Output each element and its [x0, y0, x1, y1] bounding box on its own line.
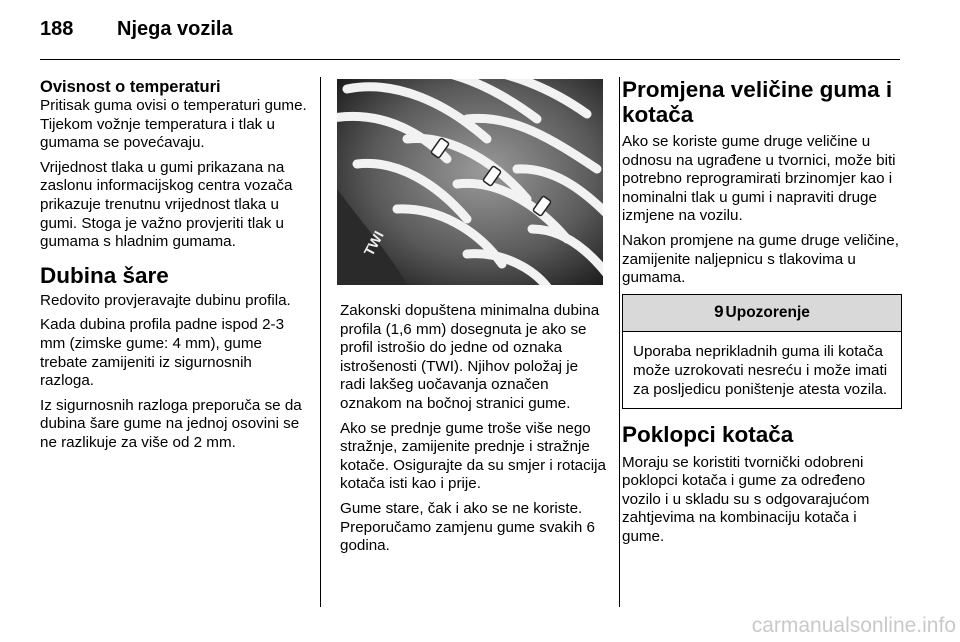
paragraph: Gume stare, čak i ako se ne koriste. Preporučamo zamjenu gume svakih 6 godina.: [340, 499, 595, 555]
paragraph: Ako se koriste gume druge veličine u odnosu na ugrađene u tvornici, može biti potrebno reprogramirati brzinomjer kao i nominalni tlak u gumi i napraviti druge izmjene na vozilu.: [622, 133, 896, 225]
paragraph: Vrijednost tlaka u gumi prikazana na zaslonu informacijskog centra vozača prikazuje trenutnu vrijednost tlaka u gumi. Stoga je važno provjeriti tlak u gumama s hladnim gumama.: [40, 158, 293, 251]
column-middle: [340, 302, 606, 562]
paragraph: Moraju se koristiti tvornički odobreni poklopci kotača i gume za određeno vozilo i u skladu su s odgovarajućom zahtjevima na kombinaciju kotača i gume.: [622, 453, 870, 545]
warning-icon: 9: [714, 301, 724, 321]
twi-label: TWI: [360, 228, 387, 259]
warning-title: Upozorenje: [725, 303, 810, 321]
warning-text: Uporaba neprikladnih guma ili kotača može uzrokovati nesreću i može imati za posljedicu poništenje atesta vozila.: [633, 343, 888, 398]
heading-temperature: Ovisnost o temperaturi: [40, 78, 221, 96]
heading-size-change: Promjena veličine guma i kotača: [622, 77, 893, 127]
column-left: [40, 78, 308, 459]
page-number: 188: [40, 18, 74, 40]
paragraph: Nakon promjene na gume druge veličine, zamijenite naljepnicu s tlakovima u gumama.: [622, 231, 899, 287]
heading-tread-depth: Dubina šare: [40, 262, 169, 288]
section-title: Njega vozila: [117, 18, 233, 40]
column-divider-right: [619, 77, 620, 607]
header-rule: [40, 59, 900, 60]
paragraph: Zakonski dopuštena minimalna dubina profila (1,6 mm) dosegnuta je ako se profil istrošio do jedne od oznaka istrošenosti (TWI). Njihov položaj je radi lakšeg uočavanja označen oznakom na bočnoj stranici gume.: [340, 302, 600, 412]
paragraph: Redovito provjeravajte dubinu profila.: [40, 291, 291, 309]
paragraph: Pritisak guma ovisi o temperaturi gume. Tijekom vožnje temperatura i tlak u gumama se povećavaju.: [40, 97, 307, 152]
paragraph: Kada dubina profila padne ispod 2-3 mm (zimske gume: 4 mm), gume trebate zamijeniti iz sigurnosnih razloga.: [40, 316, 285, 390]
watermark: carmanualsonline.info: [751, 614, 956, 637]
tire-tread-illustration: [337, 79, 603, 285]
column-divider-left: [320, 77, 321, 607]
paragraph: Ako se prednje gume troše više nego stražnje, zamijenite prednje i stražnje kotače. Osigurajte da su smjer i rotacija kotača isti kao i prije.: [340, 419, 606, 493]
heading-wheel-covers: Poklopci kotača: [622, 422, 794, 448]
paragraph: Iz sigurnosnih razloga preporuča se da dubina šare gume na jednoj osovini se ne razlikuje za više od 2 mm.: [40, 396, 302, 451]
page-header: [40, 18, 233, 41]
warning-box: [622, 294, 902, 409]
column-right: [622, 78, 902, 553]
warning-header: [623, 295, 901, 333]
